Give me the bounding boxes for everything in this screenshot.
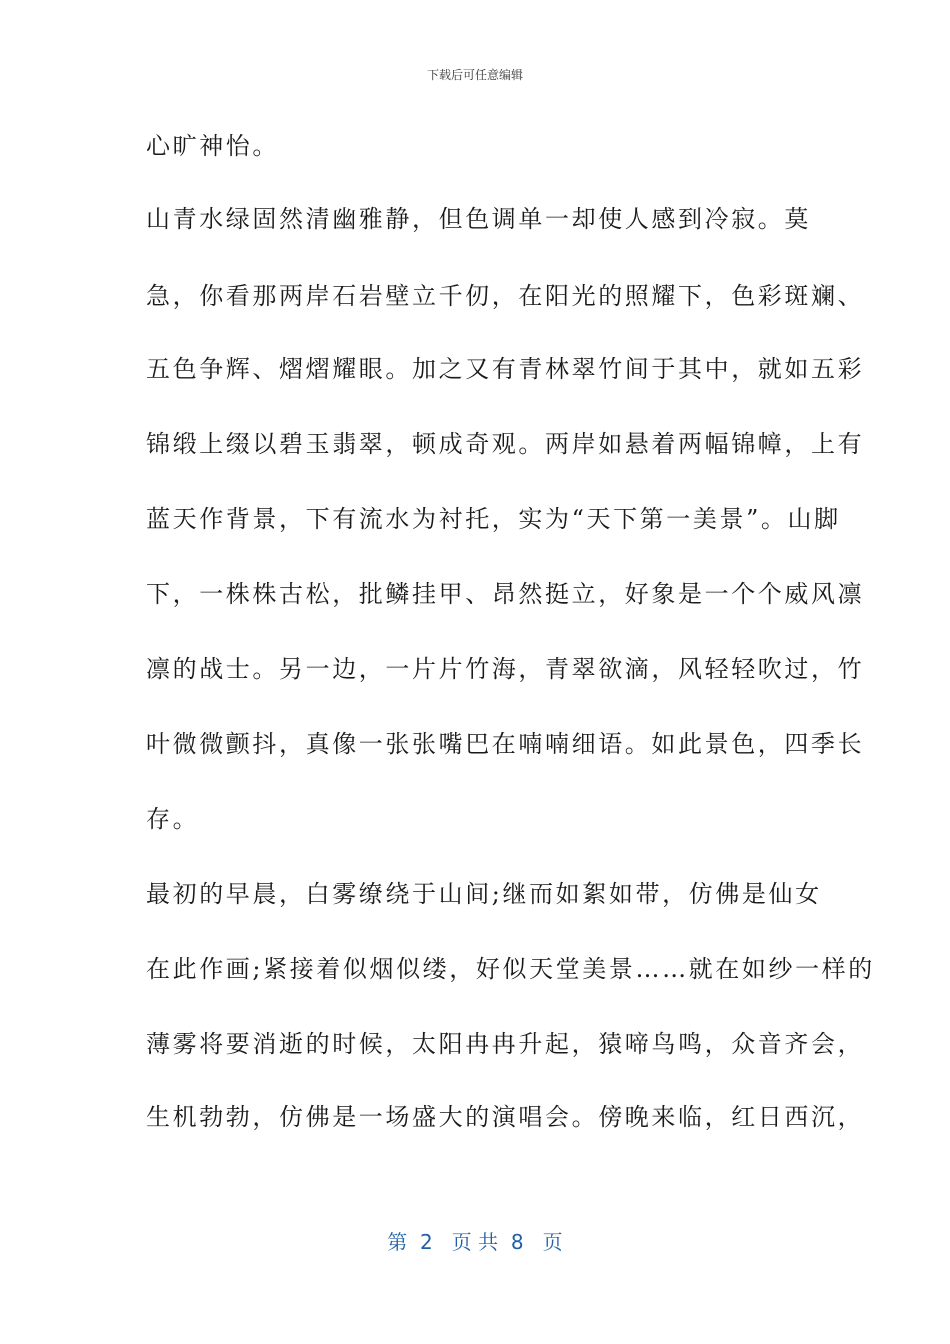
- page-header: 下载后可任意编辑: [426, 68, 523, 82]
- text-line: 薄雾将要消逝的时候，太阳冉冉升起，猿啼鸟鸣，众音齐会，: [146, 1030, 865, 1058]
- text-line: 叶微微颤抖，真像一张张嘴巴在喃喃细语。如此景色，四季长: [146, 730, 865, 758]
- text-line: 心旷神怡。: [146, 132, 279, 160]
- text-line: 存。: [146, 805, 200, 833]
- text-line: 蓝天作背景，下有流水为衬托，实为“天下第一美景”。山脚: [146, 505, 841, 533]
- text-line: 最初的早晨，白雾缭绕于山间;继而如絮如带，仿佛是仙女: [146, 880, 822, 908]
- text-line: 生机勃勃，仿佛是一场盛大的演唱会。傍晚来临，红日西沉，: [146, 1103, 865, 1131]
- text-line: 在此作画;紧接着似烟似缕，好似天堂美景……就在如纱一样的: [146, 955, 875, 983]
- text-line: 锦缎上缀以碧玉翡翠，顿成奇观。两岸如悬着两幅锦幛，上有: [146, 430, 865, 458]
- text-line: 五色争辉、熠熠耀眼。加之又有青林翠竹间于其中，就如五彩: [146, 355, 865, 383]
- text-line: 下，一株株古松，批鳞挂甲、昂然挺立，好象是一个个威风凛: [146, 580, 865, 608]
- text-line: 急，你看那两岸石岩壁立千仞，在阳光的照耀下，色彩斑斓、: [146, 282, 865, 310]
- text-line: 凛的战士。另一边，一片片竹海，青翠欲滴，风轻轻吹过，竹: [146, 655, 865, 683]
- text-line: 山青水绿固然清幽雅静，但色调单一却使人感到冷寂。莫: [146, 205, 811, 233]
- page-number-footer: 第 2 页 共 8 页: [387, 1230, 563, 1254]
